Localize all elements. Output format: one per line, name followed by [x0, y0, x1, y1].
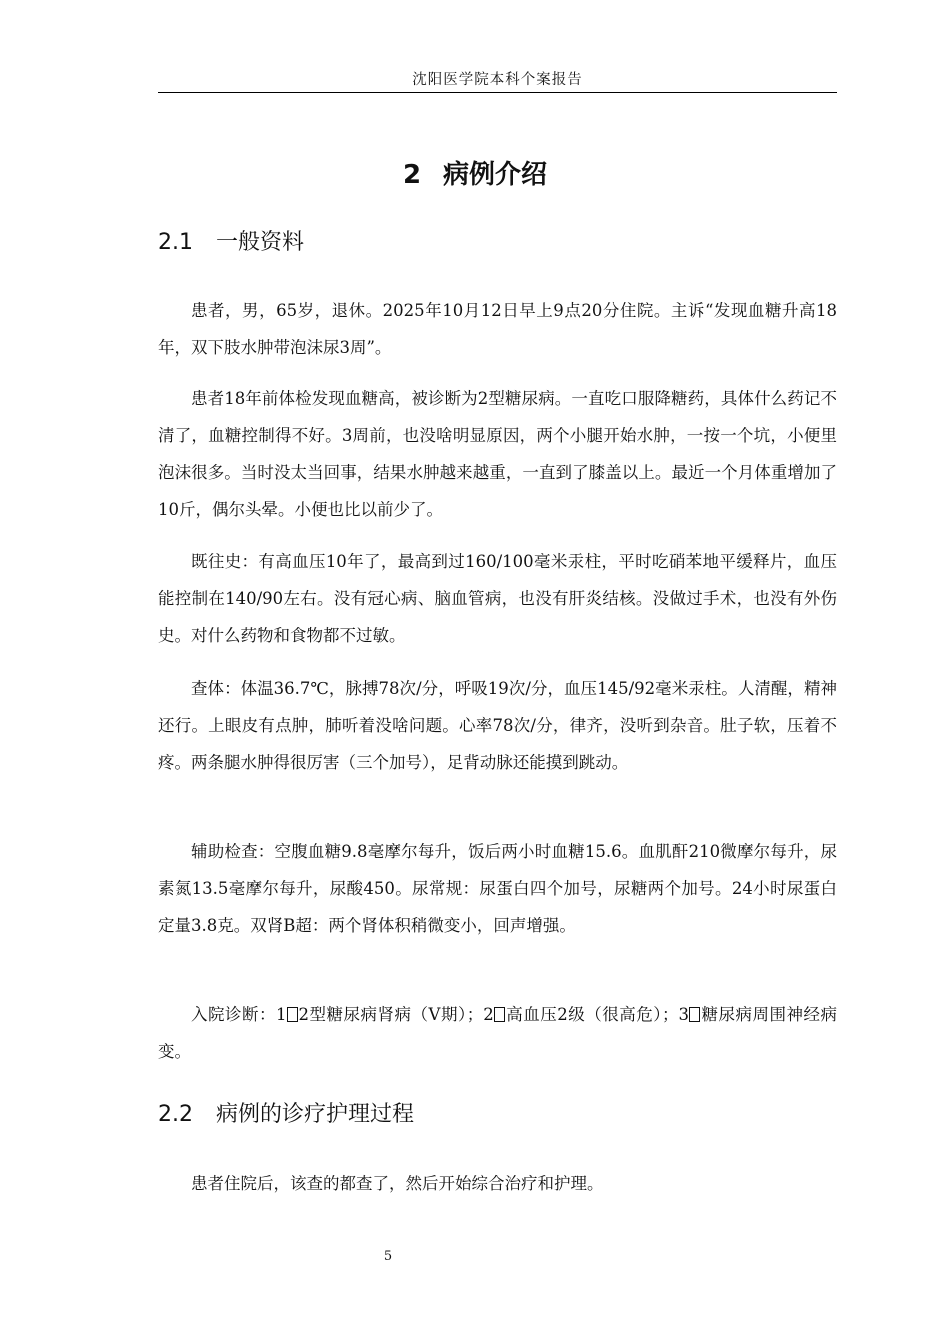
paragraph-admission-diagnosis: [158, 996, 837, 1070]
chapter-title-text: 病例介绍: [443, 160, 548, 190]
section-heading-2-1: [158, 227, 304, 259]
diagnosis-item: 高血压2级（很高危）；: [505, 1005, 679, 1024]
section-number: 2.1: [158, 230, 193, 255]
diagnosis-number: 1: [276, 1005, 287, 1024]
diagnosis-item: 2型糖尿病肾病（Ⅴ期）；: [298, 1005, 484, 1024]
diagnosis-number: 3: [678, 1005, 689, 1024]
missing-glyph-box: [287, 1007, 298, 1022]
section-number: 2.2: [158, 1102, 193, 1127]
page-number: 5: [383, 1249, 393, 1264]
diagnosis-item: 糖尿病周围神经病变。: [158, 1005, 838, 1061]
chapter-title: [0, 155, 950, 195]
paragraph-history: 患者18年前体检发现血糖高，被诊断为2型糖尿病。一直吃口服降糖药，具体什么药记不清了，血糖控制得不好。3周前，也没啥明显原因，两个小腿开始水肿，一按一个坑，小便里泡沫很多。当时没太当回事，结果水肿越来越重，一直到了膝盖以上。最近一个月体重增加了10斤，偶尔头晕。小便也比以前少了。: [158, 389, 837, 519]
section-title-text: 一般资料: [216, 230, 305, 255]
paragraph-past-history: 既往史：有高血压10年了，最高到过160/100毫米汞柱，平时吃硝苯地平缓释片，血压能控制在140/90左右。没有冠心病、脑血管病，也没有肝炎结核。没做过手术，也没有外伤史。对什么药物和食物都不过敏。: [158, 552, 837, 645]
section-title-text: 病例的诊疗护理过程: [216, 1102, 415, 1127]
chapter-number: 2: [402, 160, 422, 190]
diagnosis-number: 2: [483, 1005, 494, 1024]
header-text: 沈阳医学院本科个案报告: [412, 72, 583, 88]
section-heading-2-2: [158, 1099, 414, 1131]
page-header: [158, 70, 837, 93]
diagnosis-label: 入院诊断：: [191, 1005, 277, 1024]
paragraph-auxiliary-exam: 辅助检查：空腹血糖9.8毫摩尔每升，饭后两小时血糖15.6。血肌酐210微摩尔每升，尿素氮13.5毫摩尔每升，尿酸450。尿常规：尿蛋白四个加号，尿糖两个加号。24小时尿蛋白定量3.8克。双肾B超：两个肾体积稍微变小，回声增强。: [158, 842, 837, 935]
paragraph-treatment-intro: 患者住院后，该查的都查了，然后开始综合治疗和护理。: [191, 1174, 604, 1193]
paragraph-physical-exam: 查体：体温36.7℃，脉搏78次/分，呼吸19次/分，血压145/92毫米汞柱。人清醒，精神还行。上眼皮有点肿，肺听着没啥问题。心率78次/分，律齐，没听到杂音。肚子软，压着不疼。两条腿水肿得很厉害（三个加号），足背动脉还能摸到跳动。: [158, 679, 837, 772]
missing-glyph-box: [494, 1007, 505, 1022]
missing-glyph-box: [689, 1007, 700, 1022]
paragraph-general-info: 患者，男，65岁，退休。2025年10月12日早上9点20分住院。主诉“发现血糖升高18年，双下肢水肿带泡沫尿3周”。: [158, 301, 837, 357]
